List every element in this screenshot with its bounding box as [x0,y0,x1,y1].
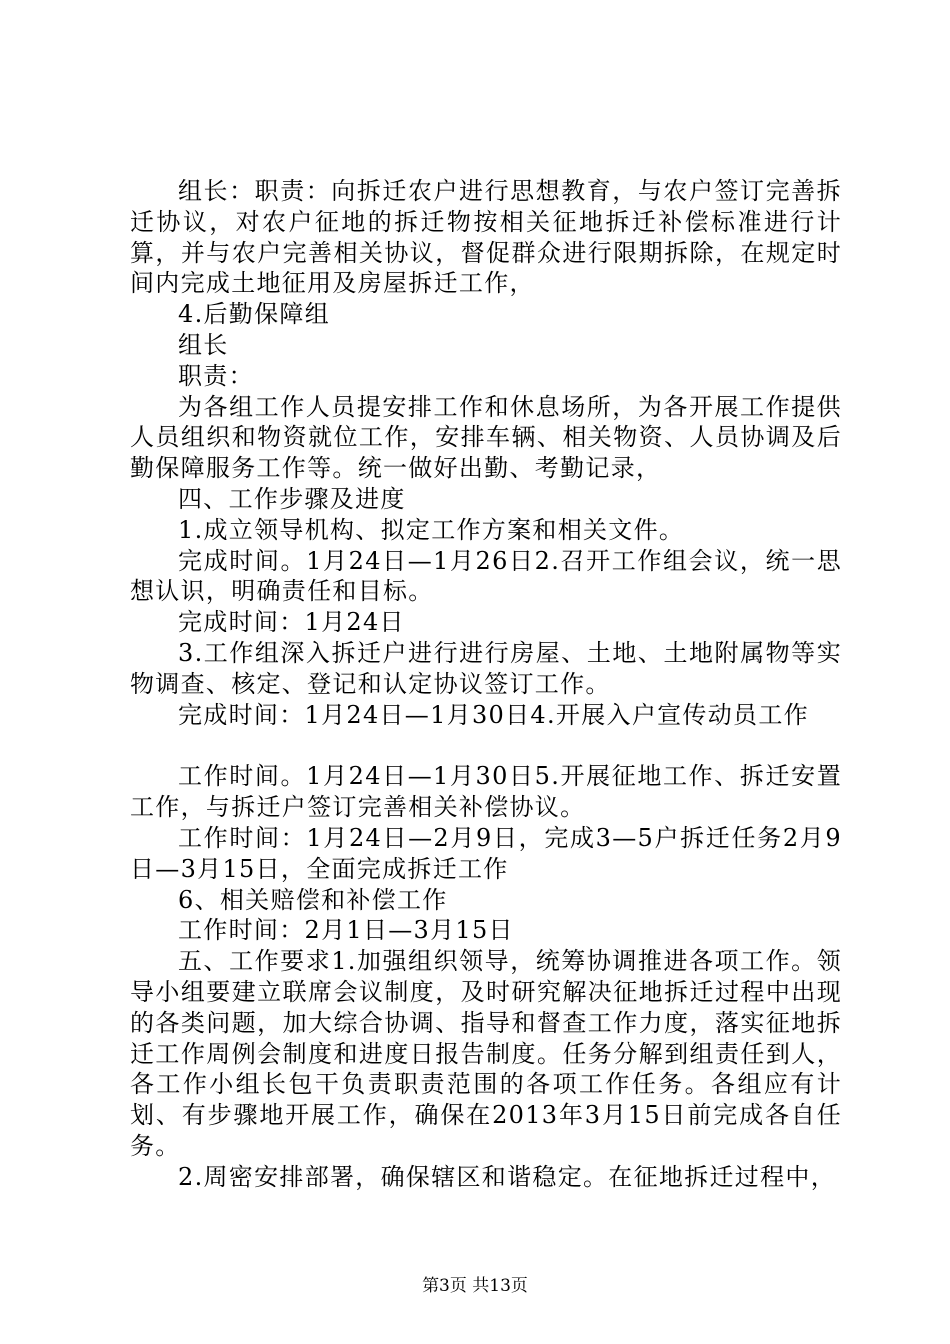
paragraph: 完成时间。1月24日—1月26日2.召开工作组会议，统一思想认识，明确责任和目标。 [130,546,842,606]
paragraph: 工作时间：1月24日—2月9日，完成3—5户拆迁任务2月9日—3月15日，全面完成拆迁工作 [130,823,842,883]
paragraph: 1.成立领导机构、拟定工作方案和相关文件。 [178,515,685,544]
paragraph: 2.周密安排部署，确保辖区和谐稳定。在征地拆迁过程中， [178,1162,836,1191]
paragraph: 4.后勤保障组 [178,300,330,329]
paragraph: 3.工作组深入拆迁户进行进行房屋、土地、土地附属物等实物调查、核定、登记和认定协议签订工作。 [130,638,842,698]
paragraph: 完成时间：1月24日 [178,608,405,637]
paragraph: 工作时间：2月1日—3月15日 [178,916,514,945]
section-heading: 五、工作要求1.加强组织领导，统筹协调推进各项工作。领导小组要建立联席会议制度，及时研究解决征地拆迁过程中出现的各类问题，加大综合协调、指导和督查工作力度，落实征地拆迁工作周例会制度和进度日报告制度。任务分解到组责任到人，各工作小组长包干负责职责范围的各项工作任务。各组应有计划、有步骤地开展工作，确保在2013年3月15日前完成各自任务。 [130,947,842,1160]
paragraph: 工作时间。1月24日—1月30日5.开展征地工作、拆迁安置工作，与拆迁户签订完善相关补偿协议。 [130,762,842,822]
paragraph: 6、相关赔偿和补偿工作 [178,885,448,914]
paragraph: 完成时间：1月24日—1月30日4.开展入户宣传动员工作 [178,700,809,729]
section-heading: 四、工作步骤及进度 [178,484,406,513]
paragraph: 组长：职责：向拆迁农户进行思想教育，与农户签订完善拆迁协议，对农户征地的拆迁物按相关征地拆迁补偿标准进行计算，并与农户完善相关协议，督促群众进行限期拆除，在规定时间内完成土地征用及房屋拆迁工作， [130,177,842,298]
paragraph: 职责： [178,361,254,390]
body-text [130,176,842,1193]
paragraph: 组长 [178,330,229,359]
page-footer: 第3页 共13页 [422,1276,528,1296]
paragraph: 为各组工作人员提安排工作和休息场所，为各开展工作提供人员组织和物资就位工作，安排车辆、相关物资、人员协调及后勤保障服务工作等。统一做好出勤、考勤记录， [130,392,842,483]
